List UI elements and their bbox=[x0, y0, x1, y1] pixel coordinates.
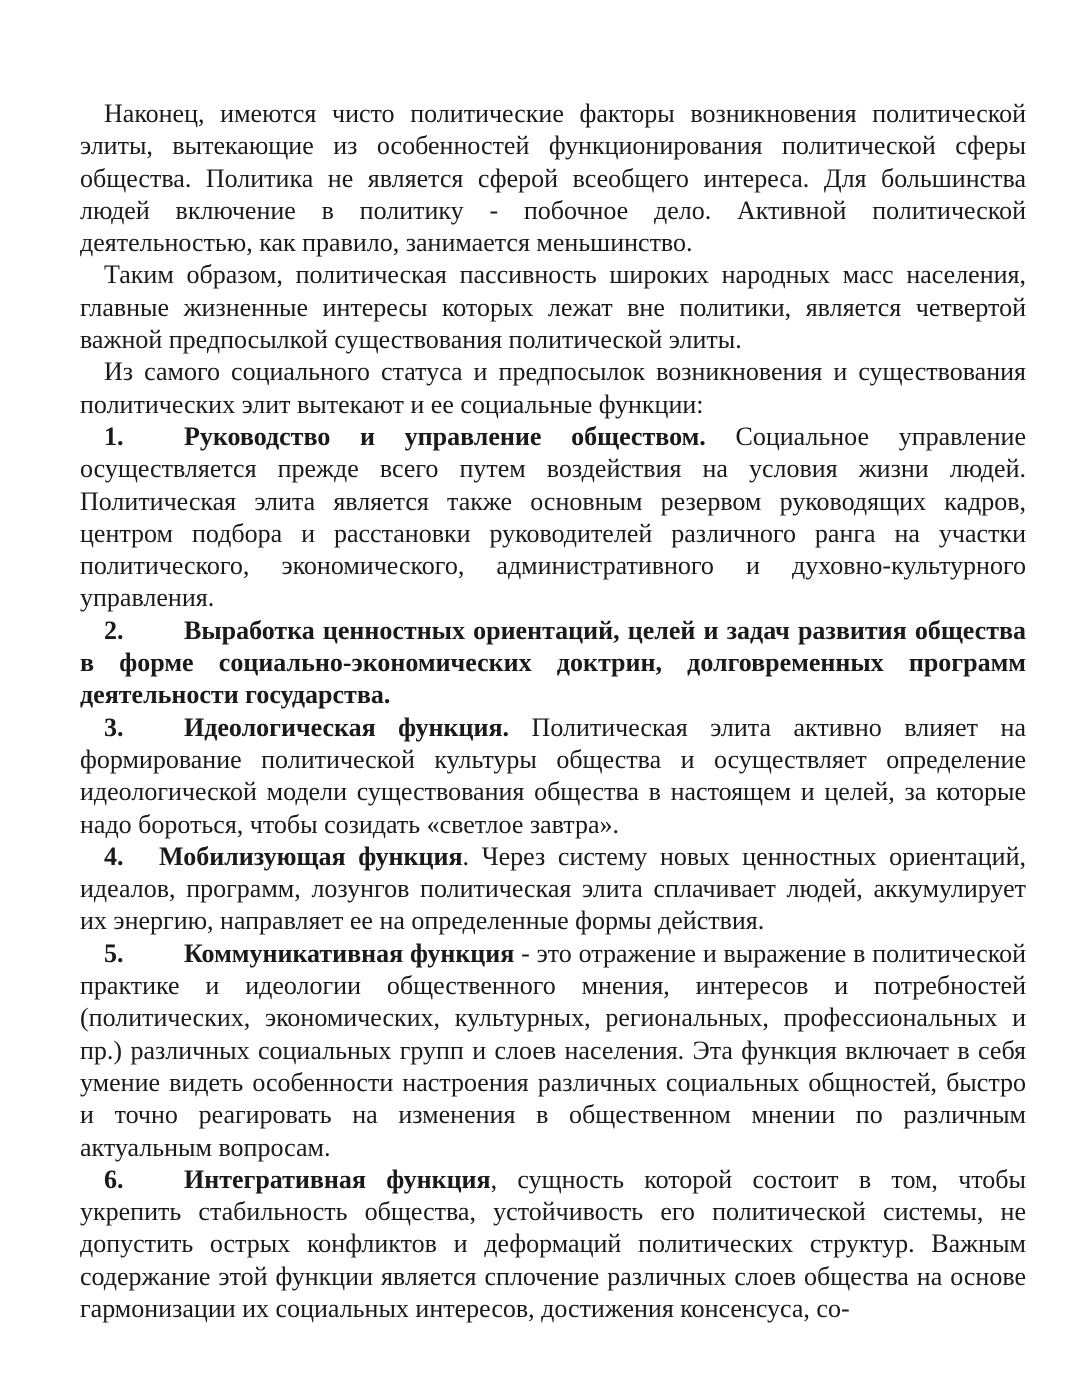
function-text: Политическая элита активно влияет на формирование политической культуры общества и осуществляет определение идеологической модели существования общества в настоящем и целей, за которые надо бороться, чтобы созидать «светлое завтра». bbox=[80, 712, 1026, 839]
paragraph-political-factors: Наконец, имеются чисто политические факторы возникновения политической элиты, вытекающие из особенностей функционирования политической сферы общества. Политика не является сферой всеобщего интереса. Для большинства людей включение в политику - побочное дело. Активной политической деятельностью, как правило, занимается меньшинство. bbox=[80, 99, 1026, 258]
function-item-2 bbox=[80, 615, 1026, 712]
function-number: 2. bbox=[104, 615, 124, 645]
function-title: Руководство и управление обществом. bbox=[184, 421, 706, 451]
function-item-6 bbox=[80, 1164, 1026, 1325]
function-number: 5. bbox=[104, 938, 124, 968]
paragraph-social-functions-intro: Из самого социального статуса и предпосылок возникновения и существования политических элит вытекают и ее социальные функции: bbox=[80, 357, 1026, 419]
function-title: Мобилизующая функция bbox=[159, 841, 463, 871]
function-text: , сущность которой состоит в том, чтобы укрепить стабильность общества, устойчивость его политической системы, не допустить острых конфликтов и деформаций политических структур. Важным содержание этой функции является сплочение различных слоев общества на основе гармонизации их социальных интересов, достижения консенсуса, со- bbox=[80, 1164, 1027, 1323]
function-title: Выработка ценностных ориентаций, целей и задач развития общества в форме социально-экономических доктрин, долговременных программ деятельности государства. bbox=[80, 615, 1026, 710]
function-title: Идеологическая функция. bbox=[184, 712, 510, 742]
function-number: 6. bbox=[104, 1164, 124, 1194]
function-number: 4. bbox=[104, 841, 124, 871]
function-number: 1. bbox=[104, 421, 124, 451]
document-page bbox=[80, 98, 1026, 1325]
function-number: 3. bbox=[104, 712, 124, 742]
function-title: Интегративная функция bbox=[184, 1164, 491, 1194]
function-title: Коммуникативная функция bbox=[184, 938, 515, 968]
paragraph-political-passivity: Таким образом, политическая пассивность широких народных масс населения, главные жизненные интересы которых лежат вне политики, является четвертой важной предпосылкой существования политической элиты. bbox=[80, 260, 1026, 355]
function-item-1 bbox=[80, 421, 1026, 615]
function-text: - это отражение и выражение в политической практике и идеологии общественного мнения, интересов и потребностей (политических, экономических, культурных, региональных, профессиональных и пр.) различных социальных групп и слоев населения. Эта функция включает в себя умение видеть особенности настроения различных социальных общностей, быстро и точно реагировать на изменения в общественном мнении по различным актуальным вопросам. bbox=[80, 938, 1027, 1162]
function-item-5 bbox=[80, 938, 1026, 1164]
function-item-3 bbox=[80, 712, 1026, 841]
function-item-4 bbox=[80, 841, 1026, 938]
function-text: Социальное управление осуществляется прежде всего путем воздействия на условия жизни людей. Политическая элита является также основным резервом руководящих кадров, центром подбора и расстановки руководителей различного ранга на участки политического, экономического, административного и духовно-культурного управления. bbox=[80, 421, 1026, 613]
function-text: . Через систему новых ценностных ориентаций, идеалов, программ, лозунгов политическая элита сплачивает людей, аккумулирует их энергию, направляет ее на определенные формы действия. bbox=[80, 841, 1026, 936]
